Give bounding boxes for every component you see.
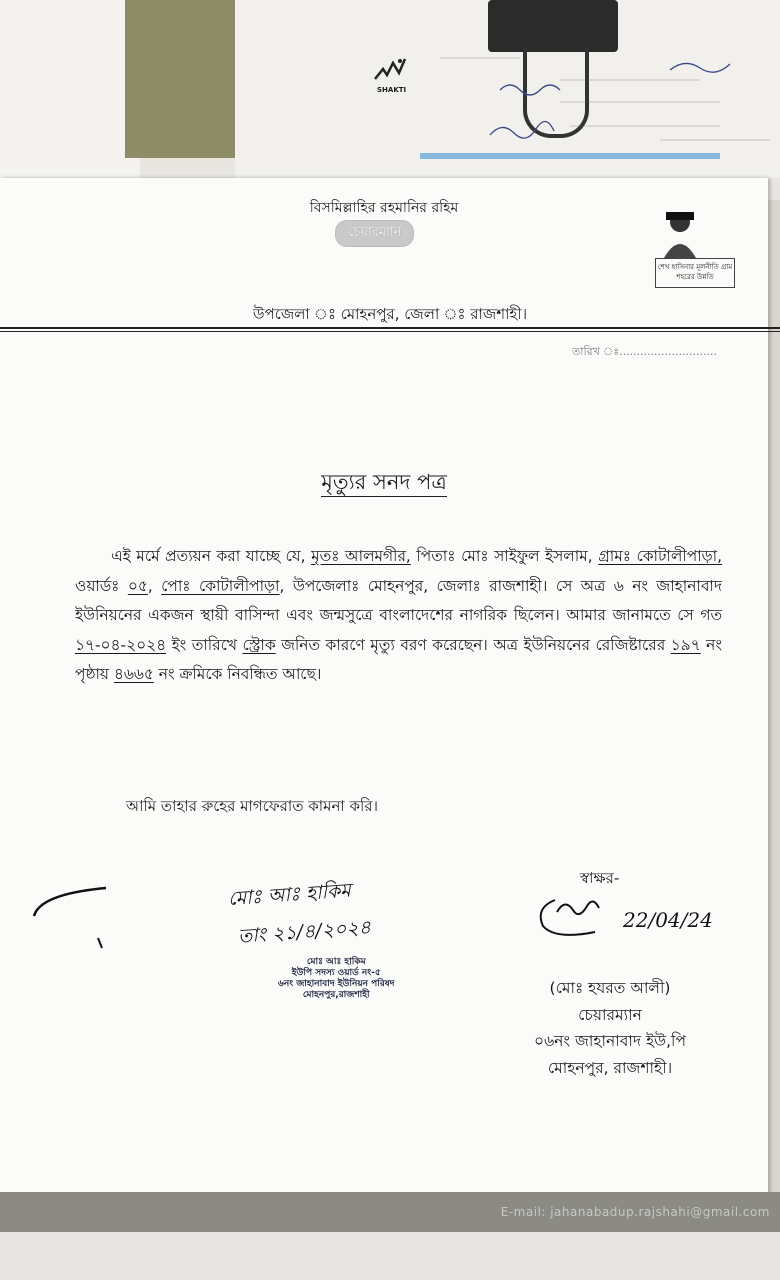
chairman-designation	[510, 975, 710, 1081]
village: গ্রামঃ কোটালীপাড়া,	[598, 547, 722, 565]
stub-handwriting	[440, 40, 770, 160]
shakti-logo-text: SHAKTI	[377, 86, 407, 94]
header-rule	[0, 327, 780, 329]
chairman-signature	[535, 888, 713, 947]
member-signature	[228, 880, 371, 950]
bismillah-heading: বিসমিল্লাহির রহমানির রহিম	[309, 200, 459, 216]
slogan-box: শেখ হাসিনার মূলনীতি গ্রাম শহরের উন্নতি	[655, 258, 735, 288]
document-title: মৃত্যুর সনদ পত্র	[0, 466, 768, 501]
member-seal: মোঃ আঃ হাকিম ইউপি সদস্য ওয়ার্ড নং-৫ ৬নং জাহানাবাদ ইউনিয়ন পরিষদ মোহনপুর,রাজশাহী	[278, 957, 395, 1000]
portrait-icon	[660, 206, 700, 258]
date-label: তারিখ ঃ............................	[572, 345, 717, 358]
ward-number: ০৫	[127, 576, 148, 595]
chairman-name: (মোঃ হযরত আলী)	[549, 979, 671, 997]
chairman-signature-date: 22/04/24	[623, 908, 713, 932]
pen-stroke-mark	[30, 880, 110, 920]
death-cause: স্ট্রোক	[242, 635, 276, 654]
chairman-title: চেয়ারম্যান	[578, 1005, 642, 1024]
upazila-address: উপজেলা ঃ মোহনপুর, জেলা ঃ রাজশাহী।	[252, 305, 528, 323]
chairman-location: মোহনপুর, রাজশাহী।	[547, 1058, 673, 1077]
folder-edge	[125, 0, 235, 158]
deceased-name: মৃতঃ আলমগীর,	[311, 547, 411, 565]
signature-label: স্বাক্ষর-	[580, 869, 620, 887]
certificate-body: এই মর্মে প্রত্যয়ন করা যাচ্ছে যে, মৃতঃ আলমগীর, পিতাঃ মোঃ সাইফুল ইসলাম, গ্রামঃ কোটালীপাড়া, ওয়ার্ডঃ ০৫, পোঃ কোটালীপাড়া, উপজেলাঃ মোহনপুর, জেলাঃ রাজশাহী। সে অত্র ৬ নং জাহানাবাদ ইউনিয়নের একজন স্থায়ী বাসিন্দা এবং জন্মসুত্রে বাংলাদেশের নাগরিক ছিলেন। আমার জানামতে সে গত ১৭-০৪-২০২৪ ইং তারিখে স্ট্রোক জনিত কারণে মৃত্যু বরণ করেছেন। অত্র ইউনিয়নের রেজিষ্টারের ১৯৭ নং পৃষ্ঠায় ৪৬৬৫ নং ক্রমিকে নিবন্ধিত আছে।	[75, 547, 722, 683]
post-office: পোঃ কোটালীপাড়া	[161, 576, 280, 595]
shakti-logo	[373, 55, 407, 85]
stub-blue-line	[420, 153, 720, 159]
pen-tick-mark	[96, 936, 106, 950]
member-handwritten-date: তাং ২১/৪/২০২৪	[237, 916, 372, 948]
member-handwritten-name: মোঃ আঃ হাকিম	[227, 879, 352, 910]
footer-email: E-mail: jahanabadup.rajshahi@gmail.com	[500, 1205, 770, 1219]
table-surface	[0, 1232, 780, 1280]
chairman-union: ০৬নং জাহানাবাদ ইউ,পি	[534, 1032, 686, 1050]
header-rule-thin	[0, 331, 780, 332]
chairman-badge: চেয়ারম্যান	[335, 220, 414, 247]
register-page: ১৯৭	[670, 635, 701, 654]
chairman-signature-scribble	[535, 888, 635, 943]
register-serial: ৪৬৬৫	[113, 665, 154, 683]
death-date: ১৭-০৪-২০২৪	[75, 635, 167, 654]
prayer-line: আমি তাহার রুহের মাগফেরাত কামনা করি।	[126, 797, 378, 815]
